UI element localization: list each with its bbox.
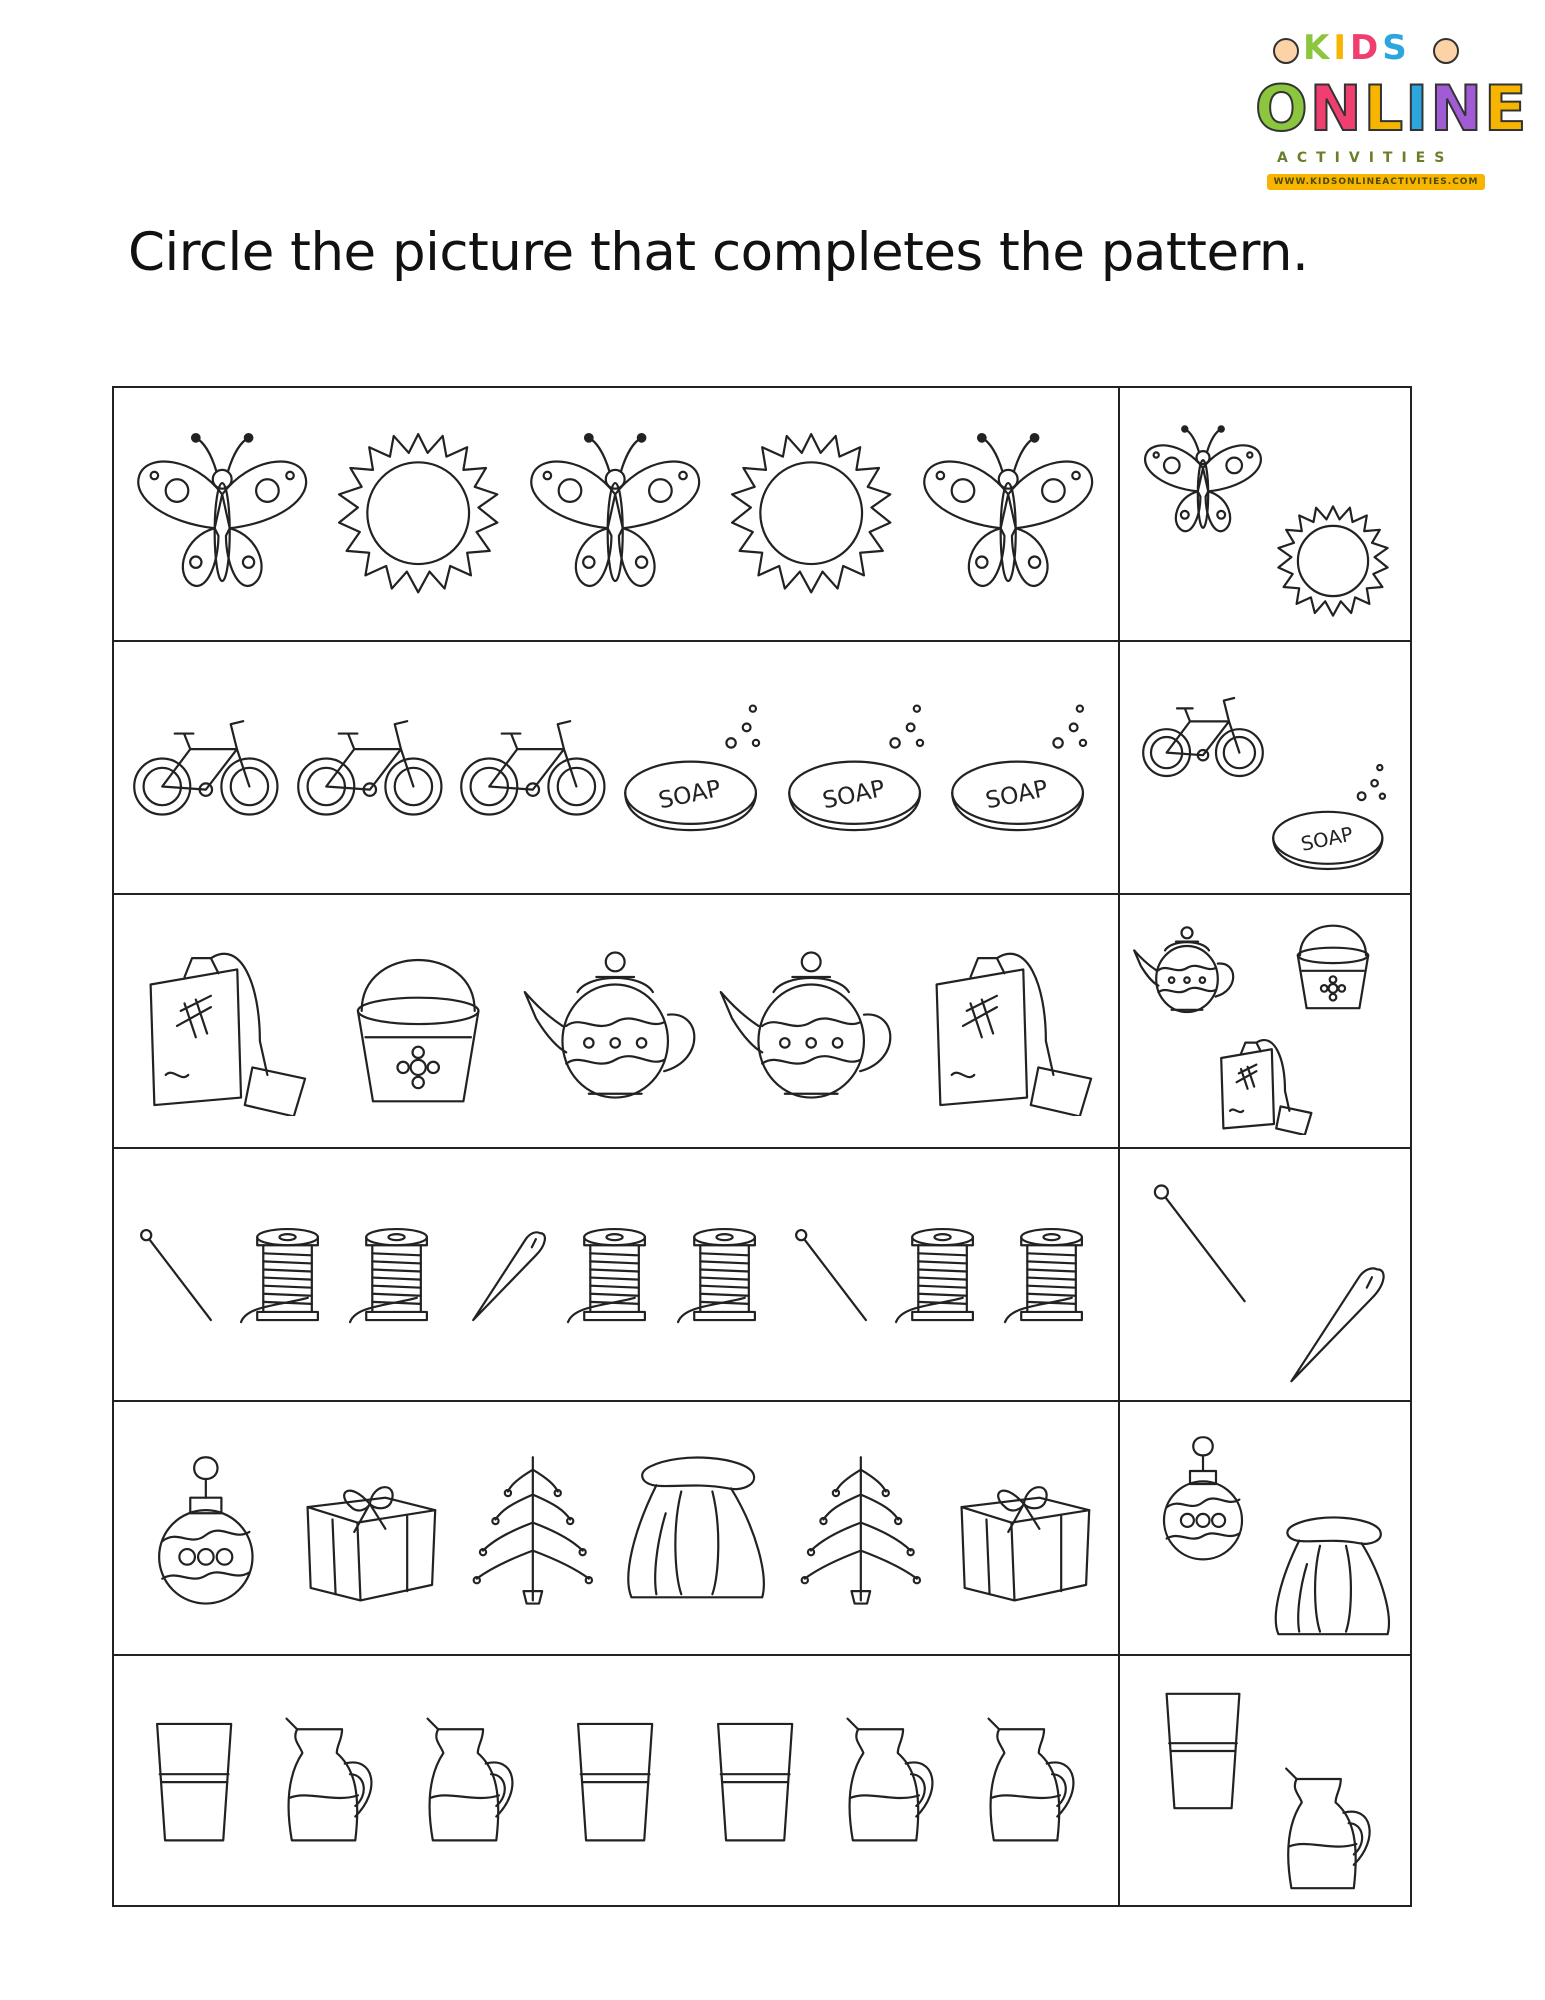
answer-choice-bicycle-icon[interactable] <box>1138 672 1268 802</box>
needle-icon <box>455 1225 556 1326</box>
jug-icon <box>970 1716 1102 1848</box>
spool-icon <box>346 1225 447 1326</box>
spool-icon <box>564 1225 665 1326</box>
svg-text:SOAP: SOAP <box>1298 821 1356 856</box>
logo-online-text: ONLINE <box>1255 72 1529 145</box>
sun-icon <box>324 419 512 607</box>
answer-choice-jug-icon[interactable] <box>1268 1766 1398 1896</box>
bicycle-icon <box>128 690 284 846</box>
tea-bag-icon <box>914 928 1102 1116</box>
spool-icon <box>237 1225 338 1326</box>
answer-choice-bucket-icon[interactable] <box>1278 907 1388 1017</box>
butterfly-icon <box>521 419 709 607</box>
tree-icon <box>455 1451 611 1607</box>
butterfly-icon <box>914 419 1102 607</box>
tree-icon <box>783 1451 939 1607</box>
answer-choice-glass-icon[interactable] <box>1138 1686 1268 1816</box>
pattern-row <box>112 386 1412 640</box>
gift-icon <box>292 1451 448 1607</box>
jug-icon <box>268 1716 400 1848</box>
bucket-icon <box>324 928 512 1116</box>
soap-icon <box>946 690 1102 846</box>
answer-choice-sun-icon[interactable] <box>1268 496 1398 626</box>
soap-icon <box>783 690 939 846</box>
svg-text:SOAP: SOAP <box>655 774 724 815</box>
boy-face-icon <box>1273 38 1299 64</box>
spool-icon <box>1001 1225 1102 1326</box>
answer-choice-needle-icon[interactable] <box>1268 1259 1398 1389</box>
ornament-icon <box>128 1451 284 1607</box>
soap-icon <box>619 690 775 846</box>
teapot-icon <box>717 928 905 1116</box>
pattern-row <box>112 893 1412 1149</box>
logo-activities-text: ACTIVITIES <box>1277 150 1454 166</box>
glass-icon <box>689 1716 821 1848</box>
pattern-row <box>112 640 1412 896</box>
teapot-icon <box>521 928 709 1116</box>
answer-choice-pin-icon[interactable] <box>1138 1179 1268 1309</box>
bicycle-icon <box>292 690 448 846</box>
bicycle-icon <box>455 690 611 846</box>
worksheet-instruction: Circle the picture that completes the pattern. <box>128 222 1309 283</box>
gift-icon <box>946 1451 1102 1607</box>
jug-icon <box>829 1716 961 1848</box>
glass-icon <box>128 1716 260 1848</box>
site-logo <box>1255 28 1529 198</box>
pin-icon <box>128 1225 229 1326</box>
jug-icon <box>409 1716 541 1848</box>
sack-icon <box>619 1451 775 1607</box>
pattern-row <box>112 1147 1412 1403</box>
svg-text:SOAP: SOAP <box>819 774 887 815</box>
butterfly-icon <box>128 419 316 607</box>
tea-bag-icon <box>128 928 316 1116</box>
pattern-row <box>112 1654 1412 1910</box>
spool-icon <box>892 1225 993 1326</box>
pin-icon <box>783 1225 884 1326</box>
answer-choice-ornament-icon[interactable] <box>1138 1432 1268 1562</box>
answer-choice-teapot-icon[interactable] <box>1132 913 1242 1023</box>
answer-choice-sack-icon[interactable] <box>1268 1512 1398 1642</box>
spool-icon <box>674 1225 775 1326</box>
sun-icon <box>717 419 905 607</box>
answer-choice-soap-icon[interactable] <box>1268 752 1398 882</box>
girl-face-icon <box>1433 38 1459 64</box>
pattern-row <box>112 1400 1412 1656</box>
answer-choice-butterfly-icon[interactable] <box>1138 416 1268 546</box>
logo-url-text: WWW.KIDSONLINEACTIVITIES.COM <box>1267 174 1485 190</box>
answer-choice-tea-bag-icon[interactable] <box>1208 1025 1318 1135</box>
pattern-table <box>112 386 1412 1907</box>
logo-kids-text: KIDS <box>1303 28 1411 68</box>
glass-icon <box>549 1716 681 1848</box>
svg-text:SOAP: SOAP <box>983 774 1051 815</box>
